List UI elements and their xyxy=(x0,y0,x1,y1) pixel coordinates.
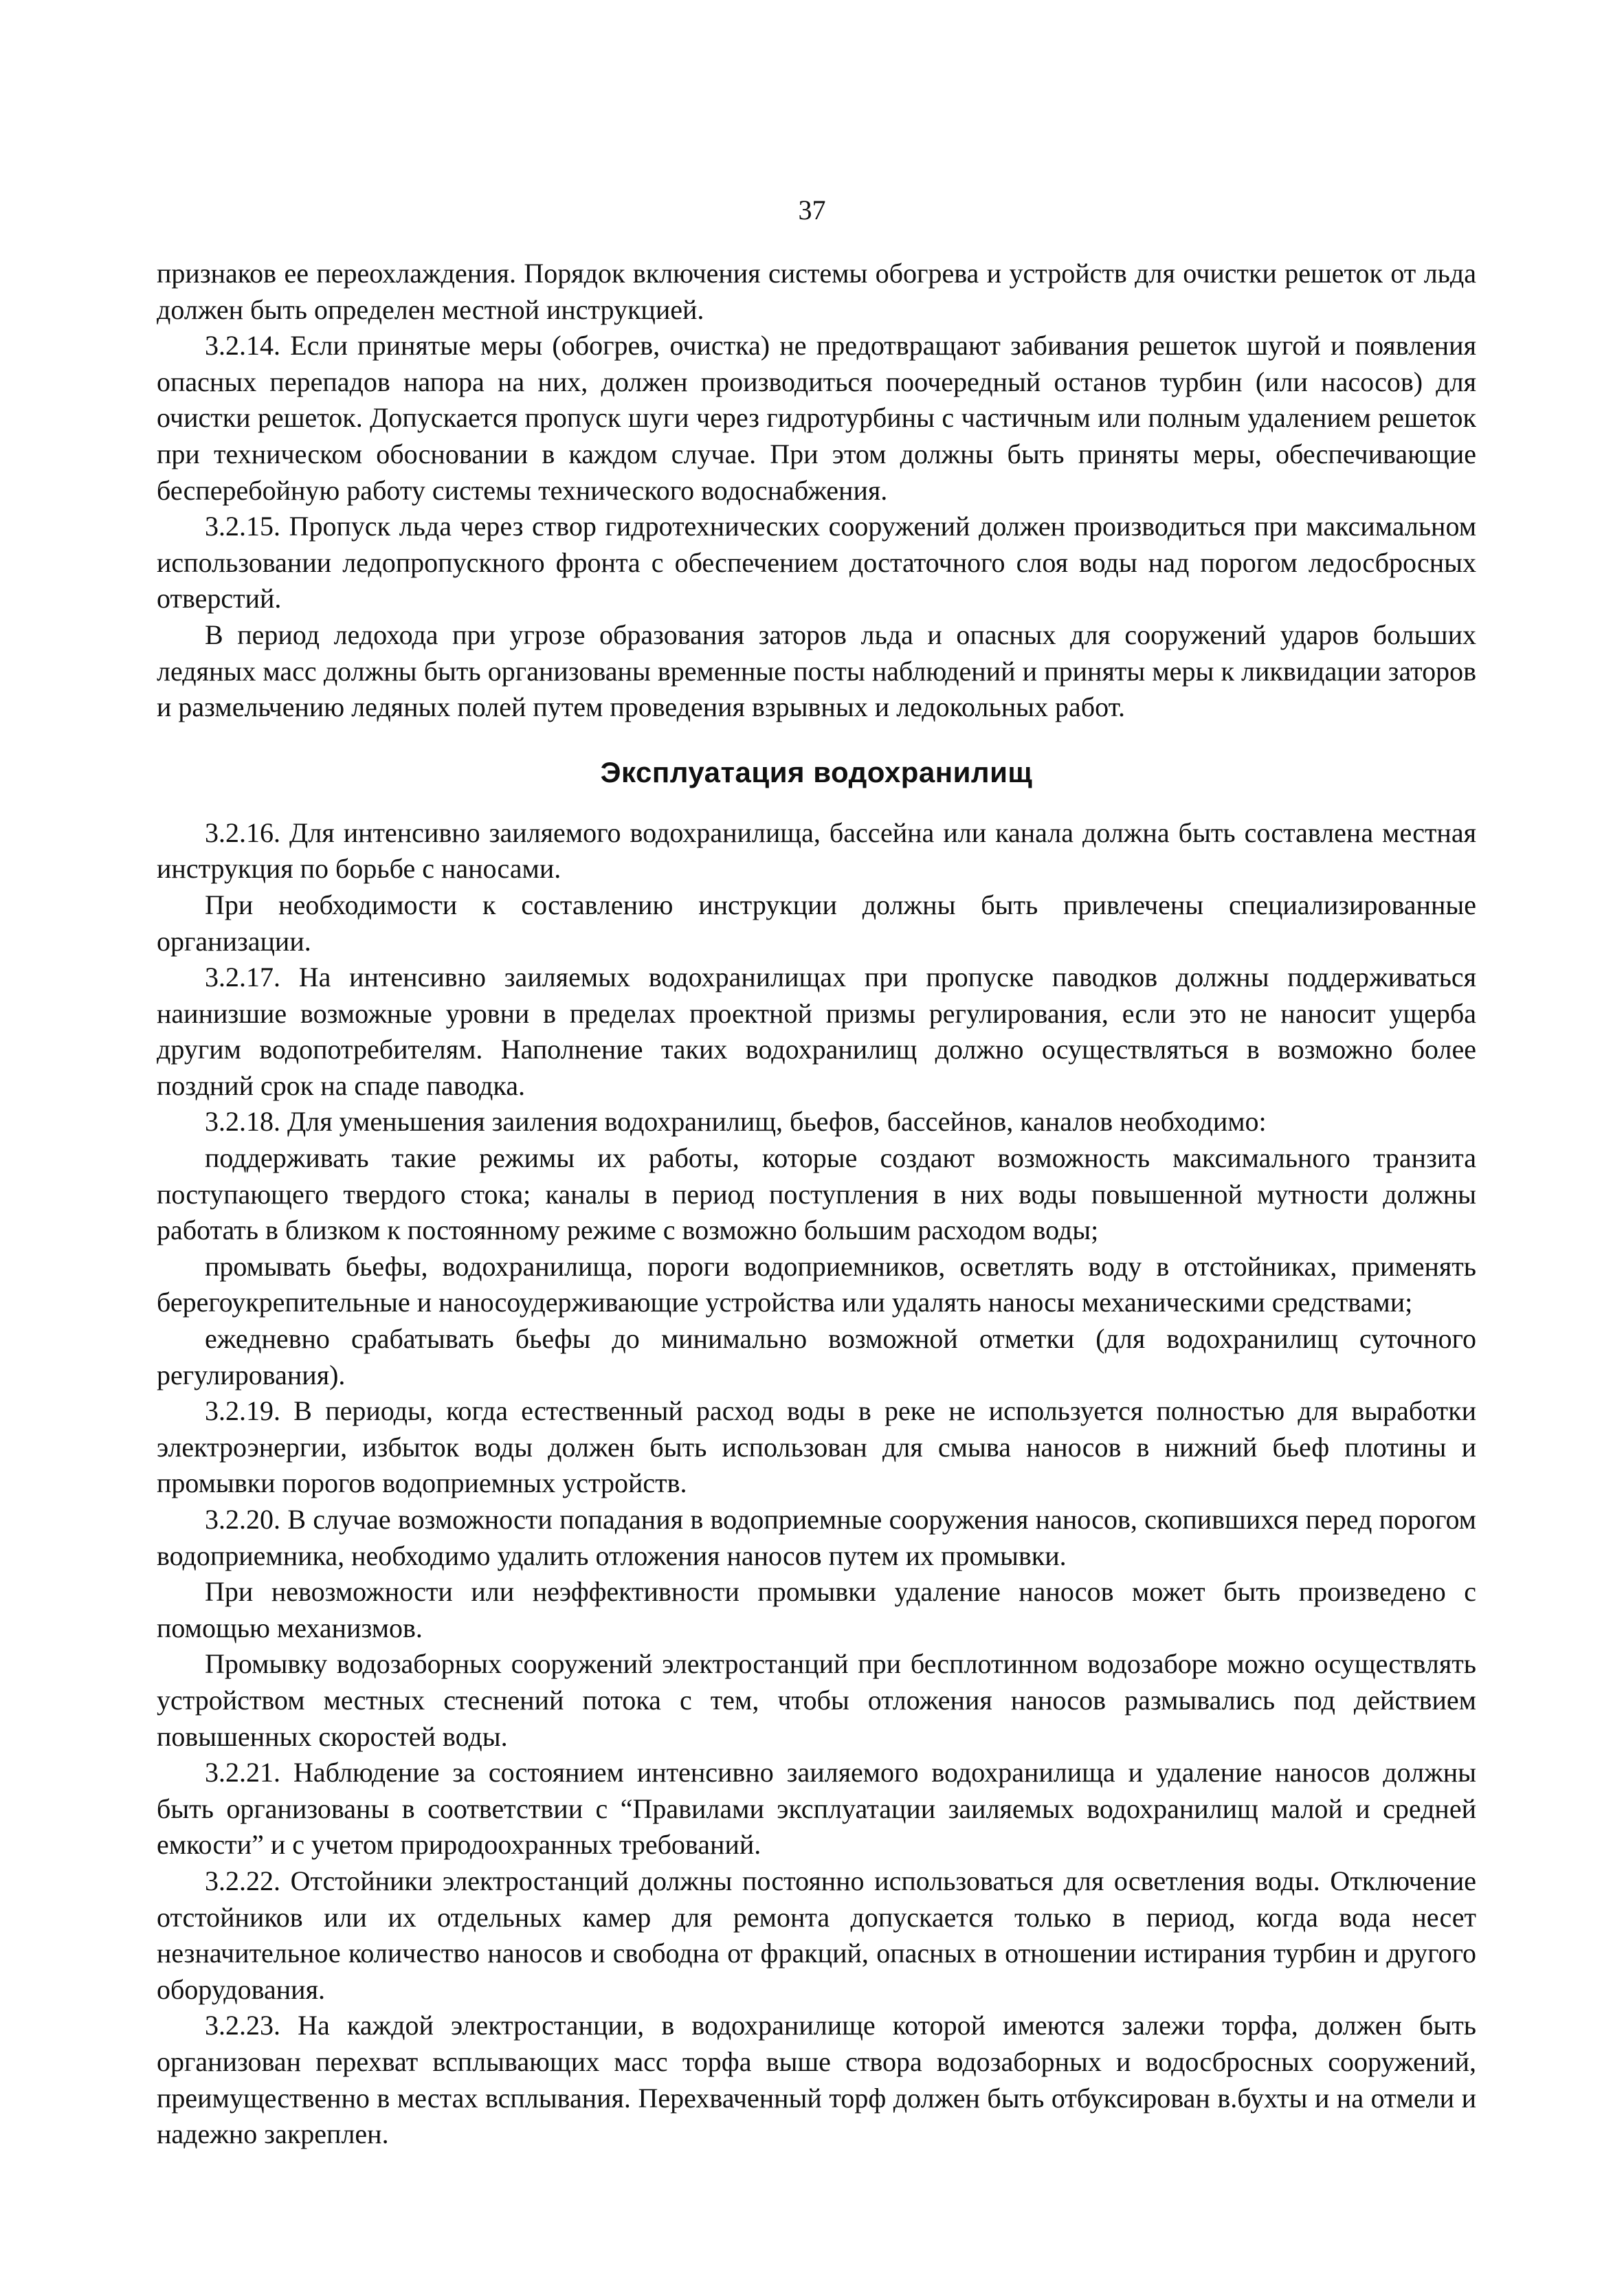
section-heading: Эксплуатация водохранилищ xyxy=(600,755,1033,788)
paragraph: 3.2.17. На интенсивно заиляемых водохранилищах при пропуске паводков должны поддерживаться наинизшие возможные уровни в пределах проектной призмы регулирования, если это не наносит ущерба другим водопотребителям. Наполнение таких водохранилищ должно осуществляться в возможно более поздний срок на спаде паводка. xyxy=(157,962,1476,1101)
paragraph: 3.2.22. Отстойники электростанций должны постоянно использоваться для осветления воды. Отключение отстойников или их отдельных камер для ремонта допускается только в период, когда вода несет незначительное количество наносов и свободна от фракций, опасных в отношении истирания турбин и другого оборудования. xyxy=(157,1865,1476,2005)
paragraph: При необходимости к составлению инструкции должны быть привлечены специализированные организации. xyxy=(157,889,1476,957)
paragraph: 3.2.18. Для уменьшения заиления водохранилищ, бьефов, бассейнов, каналов необходимо: xyxy=(205,1106,1267,1138)
paragraph: поддерживать такие режимы их работы, которые создают возможность максимального транзита поступающего твердого стока; каналы в период поступления в них воды повышенной мутности должны работать в близком к постоянному режиме с возможно большим расходом воды; xyxy=(157,1142,1476,1246)
paragraphs-before-heading xyxy=(157,256,1476,726)
paragraph: 3.2.16. Для интенсивно заиляемого водохранилища, бассейна или канала должна быть составлена местная инструкция по борьбе с наносами. xyxy=(157,817,1476,885)
paragraph: В период ледохода при угрозе образования заторов льда и опасных для сооружений ударов больших ледяных масс должны быть организованы временные посты наблюдений и приняты меры к ликвидации заторов и размельчению ледяных полей путем проведения взрывных и ледокольных работ. xyxy=(157,619,1476,723)
document-body xyxy=(157,256,1476,2153)
paragraph: Промывку водозаборных сооружений электростанций при бесплотинном водозаборе можно осуществлять устройством местных стеснений потока с тем, чтобы отложения наносов размывались под действием повышенных скоростей воды. xyxy=(157,1648,1476,1752)
paragraph: 3.2.20. В случае возможности попадания в водоприемные сооружения наносов, скопившихся перед порогом водоприемника, необходимо удалить отложения наносов путем их промывки. xyxy=(157,1504,1476,1571)
paragraph: 3.2.21. Наблюдение за состоянием интенсивно заиляемого водохранилища и удаление наносов должны быть организованы в соответствии с “Правилами эксплуатации заиляемых водохранилищ малой и средней емкости” и с учетом природоохранных требований. xyxy=(157,1757,1476,1861)
paragraph: промывать бьефы, водохранилища, пороги водоприемников, осветлять воду в отстойниках, применять берегоукрепительные и наносоудерживающие устройства или удалять наносы механическими средствами; xyxy=(157,1250,1476,1318)
paragraph: 3.2.19. В периоды, когда естественный расход воды в реке не используется полностью для выработки электроэнергии, избыток воды должен быть использован для смыва наносов в нижний бьеф плотины и промывки порогов водоприемных устройств. xyxy=(157,1395,1476,1499)
paragraph: 3.2.14. Если принятые меры (обогрев, очистка) не предотвращают забивания решеток шугой и появления опасных перепадов напора на них, должен производиться поочередный останов турбин (или насосов) для очистки решеток. Допускается пропуск шуги через гидротурбины с частичным или полным удалением решеток при техническом обосновании в каждом случае. При этом должны быть приняты меры, обеспечивающие бесперебойную работу системы технического водоснабжения. xyxy=(157,330,1476,506)
paragraphs-after-heading xyxy=(157,815,1476,2153)
paragraph: 3.2.15. Пропуск льда через створ гидротехнических сооружений должен производиться при максимальном использовании ледопропускного фронта с обеспечением достаточного слоя воды над порогом ледосбросных отверстий. xyxy=(157,511,1476,614)
paragraph: ежедневно срабатывать бьефы до минимально возможной отметки (для водохранилищ суточного регулирования). xyxy=(157,1323,1476,1390)
paragraph: При невозможности или неэффективности промывки удаление наносов может быть произведено с помощью механизмов. xyxy=(157,1576,1476,1643)
paragraph: 3.2.23. На каждой электростанции, в водохранилище которой имеются залежи торфа, должен быть организован перехват всплывающих масс торфа выше створа водозаборных и водосбросных сооружений, преимущественно в местах всплывания. Перехваченный торф должен быть отбуксирован в.бухты и на отмели и надежно закреплен. xyxy=(157,2010,1476,2150)
paragraph: признаков ее переохлаждения. Порядок включения системы обогрева и устройств для очистки решеток от льда должен быть определен местной инструкцией. xyxy=(157,258,1476,325)
page-number: 37 xyxy=(798,195,826,225)
